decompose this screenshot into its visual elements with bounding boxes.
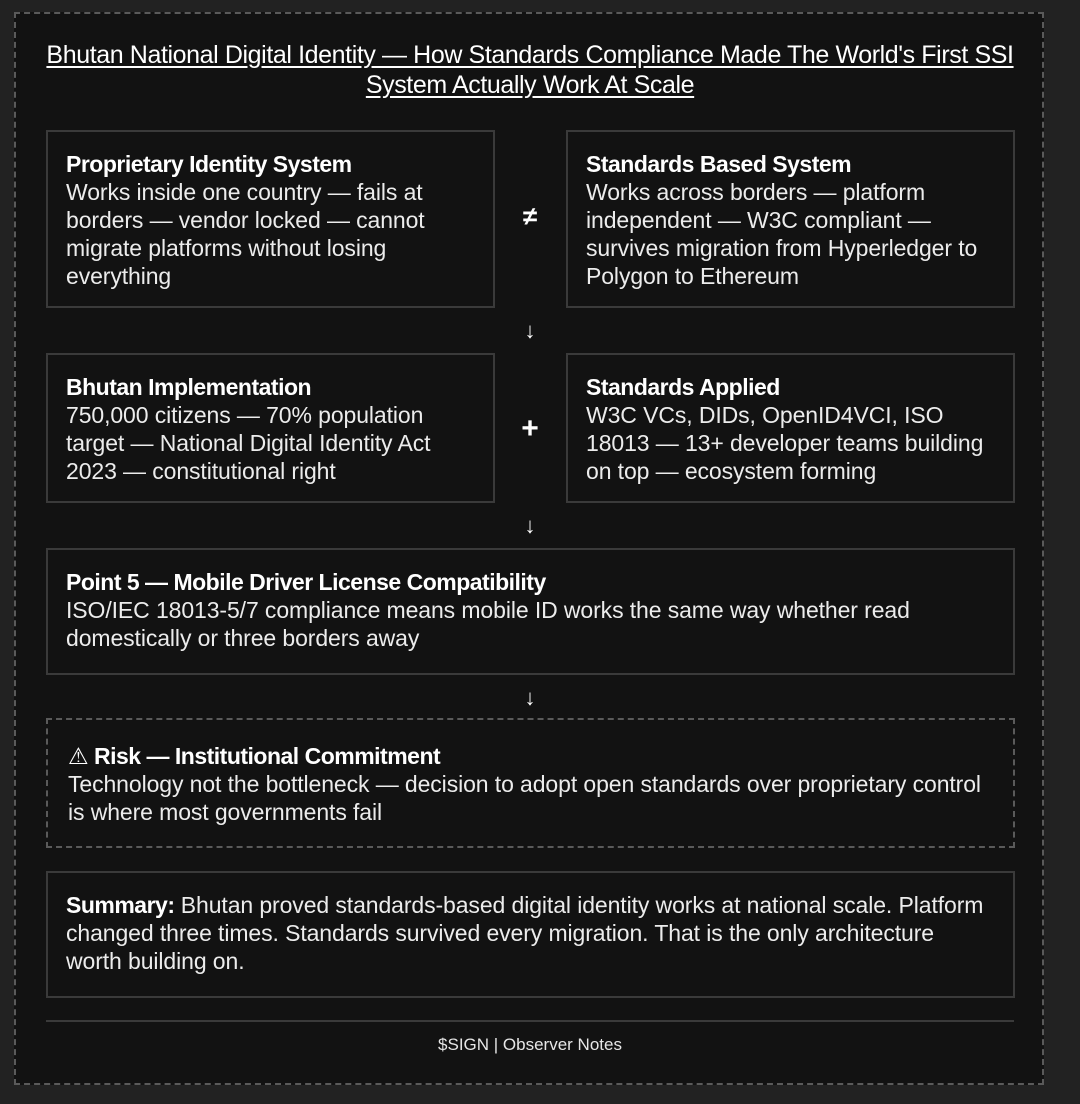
down-arrow-icon: ↓ (524, 318, 536, 343)
plus-icon: + (521, 412, 539, 445)
proprietary-system-text: Works inside one country — fails at borders — vendor locked — cannot migrate platforms without losing everything (66, 179, 425, 289)
bhutan-implementation-heading: Bhutan Implementation (66, 374, 312, 400)
risk-heading (68, 742, 995, 770)
point5-heading: Point 5 — Mobile Driver License Compatibility (66, 569, 546, 595)
bhutan-implementation-text: 750,000 citizens — 70% population target — National Digital Identity Act 2023 — constitutional right (66, 402, 431, 484)
risk-heading-text: Risk — Institutional Commitment (94, 743, 441, 769)
footer-divider (46, 1020, 1014, 1022)
standards-applied-text: W3C VCs, DIDs, OpenID4VCI, ISO 18013 — 13+ developer teams building on top — ecosystem forming (586, 402, 984, 484)
summary-body: Bhutan proved standards-based digital identity works at national scale. Platform changed three times. Standards survived every migration. That is the only architecture worth building on. (66, 892, 984, 974)
point5-text: ISO/IEC 18013-5/7 compliance means mobile ID works the same way whether read domestically or three borders away (66, 597, 910, 651)
down-arrow-icon: ↓ (524, 513, 536, 538)
proprietary-system-heading: Proprietary Identity System (66, 151, 352, 177)
not-equal-icon: ≠ (522, 201, 538, 231)
summary-text (66, 892, 983, 974)
standards-applied-box (566, 353, 1015, 503)
standards-system-text: Works across borders — platform independent — W3C compliant — survives migration from Hyperledger to Polygon to Ethereum (586, 179, 978, 289)
warning-icon: ⚠ (68, 743, 89, 769)
summary-label: Summary: (66, 892, 175, 918)
proprietary-system-box (46, 130, 495, 308)
bhutan-implementation-box (46, 353, 495, 503)
standards-system-heading: Standards Based System (586, 151, 852, 177)
standards-applied-heading: Standards Applied (586, 374, 780, 400)
risk-box (46, 718, 1015, 848)
footer-signature: $SIGN | Observer Notes (438, 1035, 622, 1054)
risk-text: Technology not the bottleneck — decision to adopt open standards over proprietary control is where most governments fail (68, 771, 981, 825)
summary-box (46, 871, 1015, 998)
point5-box (46, 548, 1015, 675)
down-arrow-icon: ↓ (524, 685, 536, 710)
diagram-title: Bhutan National Digital Identity — How Standards Compliance Made The World's First SSI System Actually Work At Scale (46, 41, 1014, 99)
standards-system-box (566, 130, 1015, 308)
